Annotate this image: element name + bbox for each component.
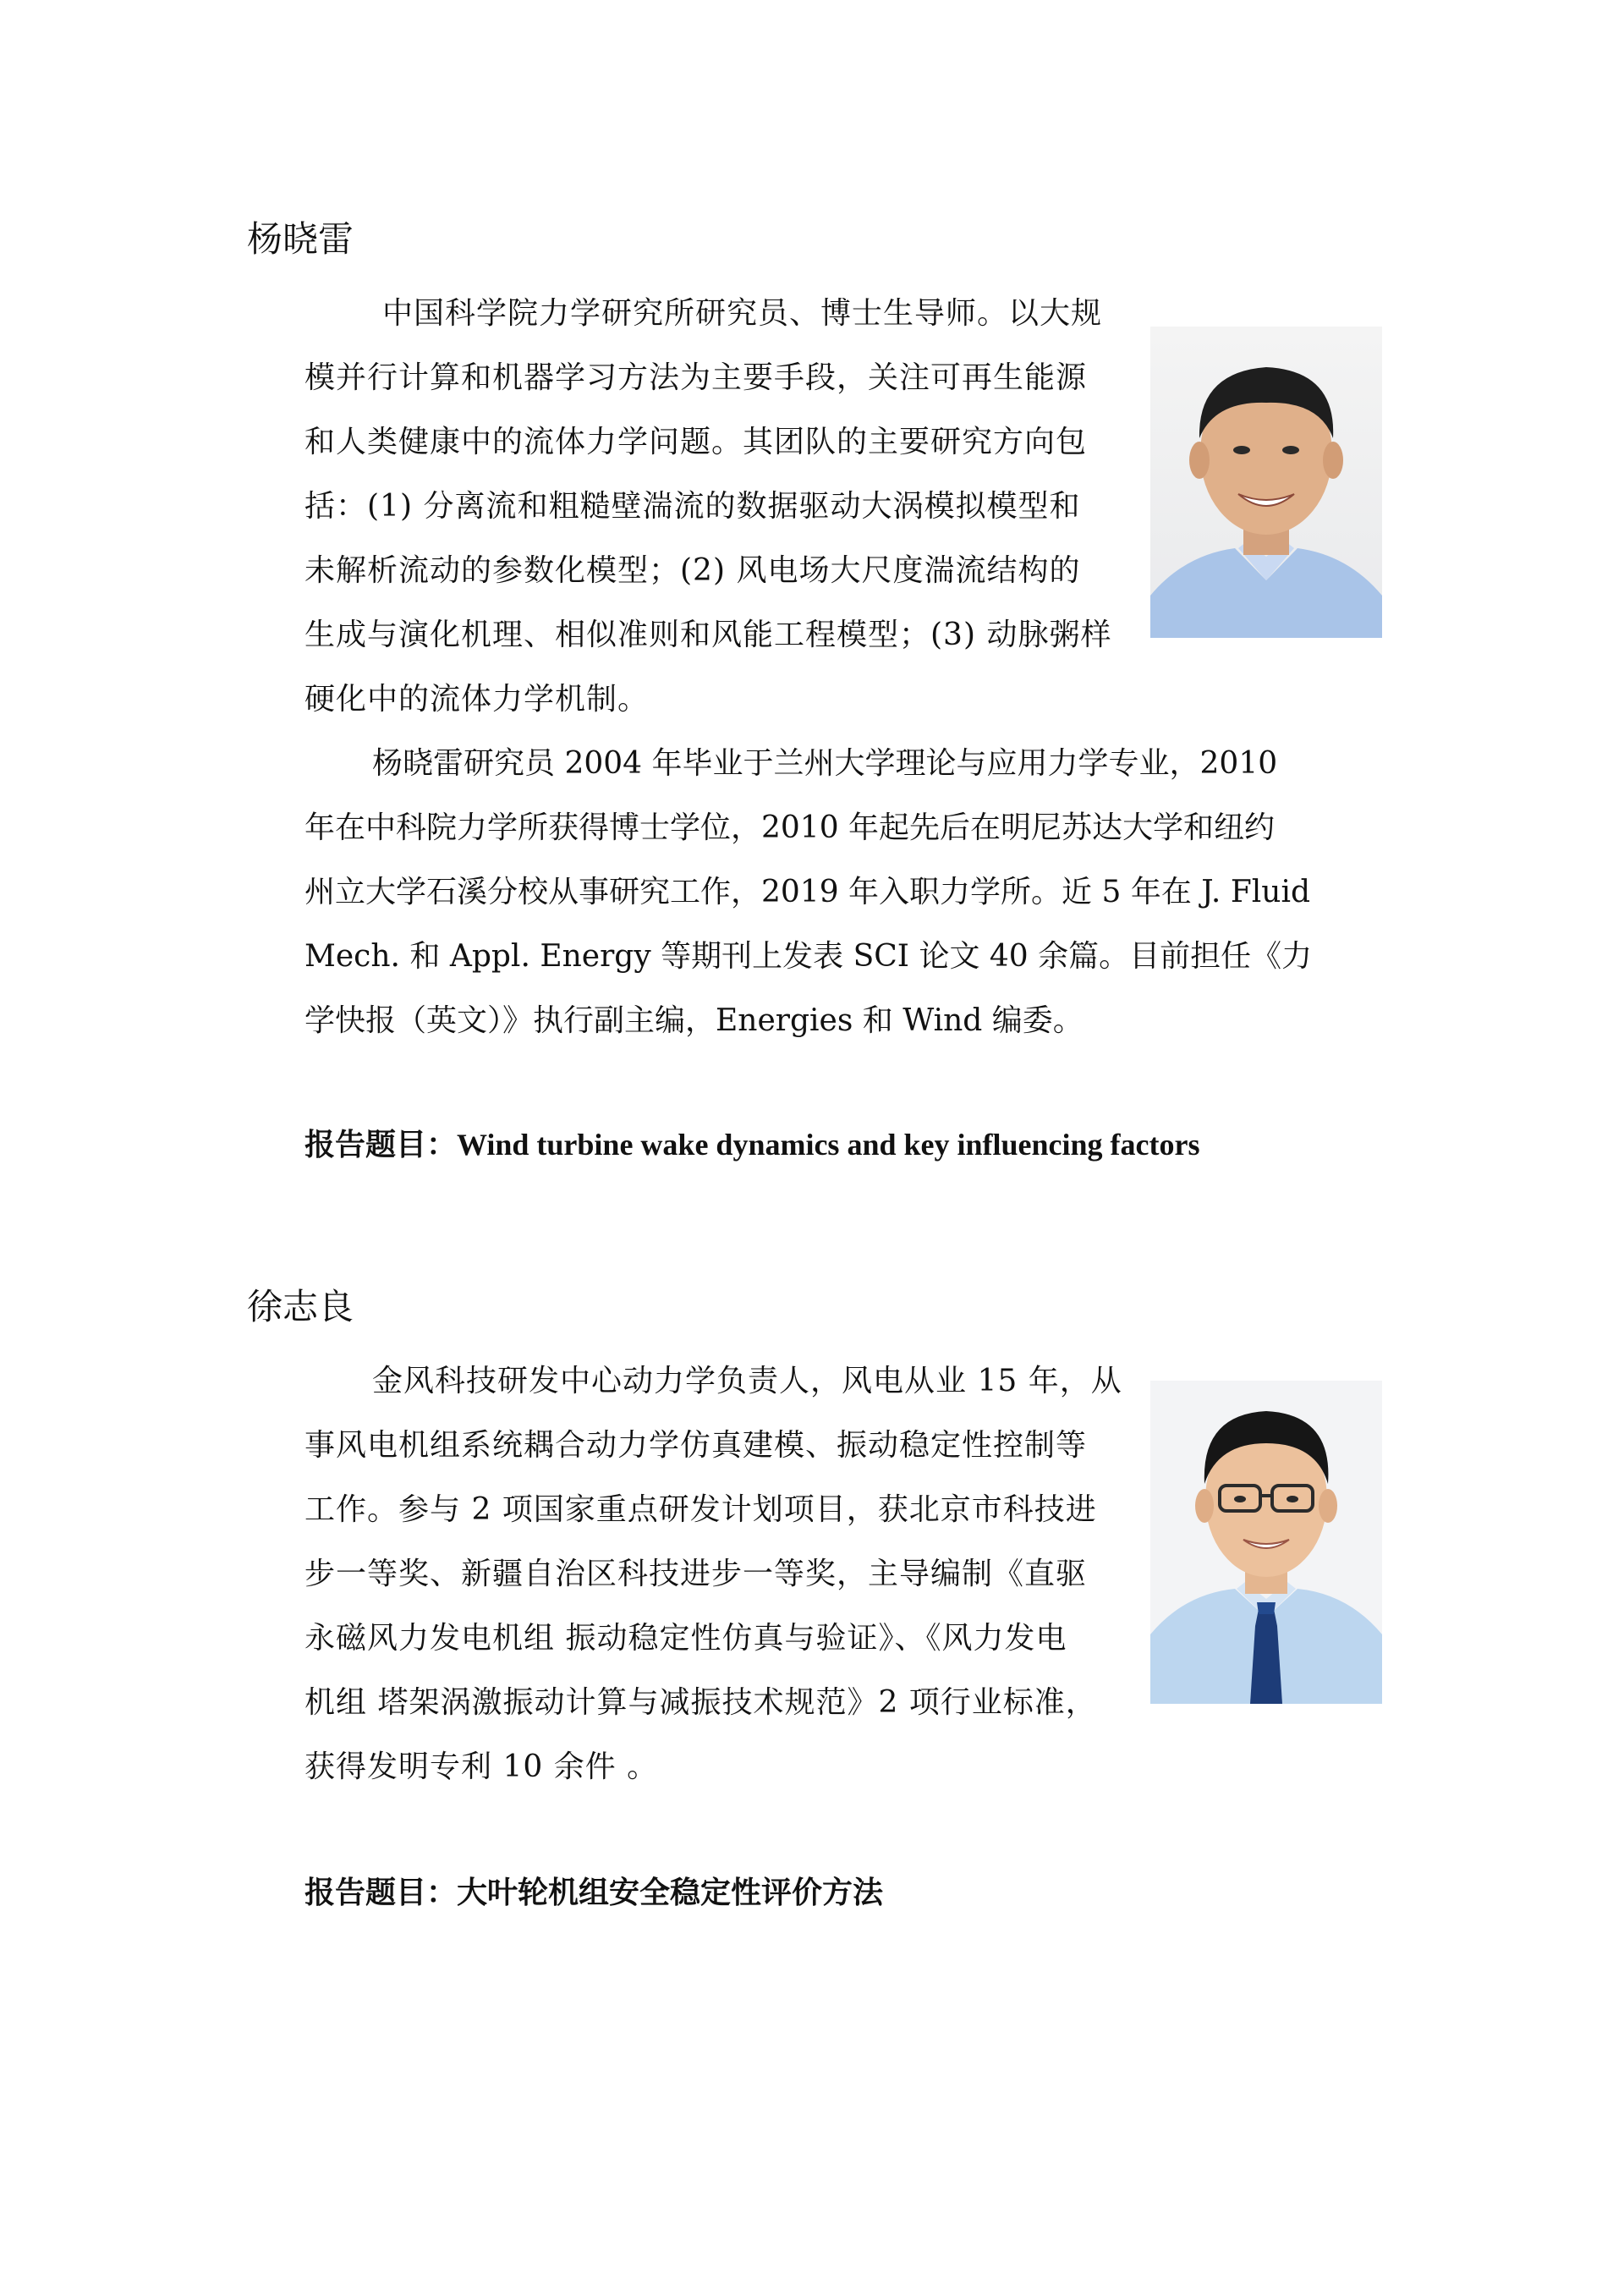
bio-line: 未解析流动的参数化模型；(2) 风电场大尺度湍流结构的 [304, 553, 1081, 588]
bio-line: 永磁风力发电机组 振动稳定性仿真与验证》、《风力发电 [304, 1621, 1067, 1656]
speaker-name: 徐志良 [247, 1286, 354, 1327]
report-topic-label: 报告题目： [304, 1127, 458, 1162]
report-topic [304, 1125, 1199, 1164]
bio-line: 和人类健康中的流体力学问题。其团队的主要研究方向包 [304, 425, 1088, 459]
bio-line: 中国科学院力学研究所研究员、博士生导师。以大规 [382, 296, 1103, 331]
bio-line: 括：(1) 分离流和粗糙壁湍流的数据驱动大涡模拟模型和 [304, 489, 1081, 524]
report-topic-title: 大叶轮机组安全稳定性评价方法 [457, 1875, 884, 1910]
speaker-name: 杨晓雷 [247, 218, 354, 260]
bio-line: 金风科技研发中心动力学负责人，风电从业 15 年，从 [372, 1364, 1122, 1398]
bio-line: Mech. 和 Appl. Energy 等期刊上发表 SCI 论文 40 余篇。目前担任《力 [304, 939, 1313, 974]
bio-line: 事风电机组系统耦合动力学仿真建模、振动稳定性控制等 [304, 1428, 1088, 1463]
bio-line: 工作。参与 2 项国家重点研发计划项目，获北京市科技进 [304, 1492, 1097, 1527]
bio-line: 模并行计算和机器学习方法为主要手段，关注可再生能源 [304, 360, 1088, 395]
bio-line: 年在中科院力学所获得博士学位，2010 年起先后在明尼苏达大学和纽约 [304, 810, 1276, 845]
bio-line: 杨晓雷研究员 2004 年毕业于兰州大学理论与应用力学专业，2010 [372, 746, 1278, 781]
report-topic [304, 1873, 883, 1912]
speaker-portrait [1150, 1381, 1382, 1704]
speaker-portrait [1150, 327, 1382, 638]
bio-line: 步一等奖、新疆自治区科技进步一等奖，主导编制《直驱 [304, 1557, 1088, 1591]
bio-line: 州立大学石溪分校从事研究工作，2019 年入职力学所。近 5 年在 J. Fluid [304, 875, 1311, 909]
bio-line: 机组 塔架涡激振动计算与减振技术规范》2 项行业标准， [304, 1685, 1097, 1720]
report-topic-title: Wind turbine wake dynamics and key influencing factors [457, 1128, 1200, 1162]
report-topic-label: 报告题目： [304, 1875, 458, 1910]
bio-line: 获得发明专利 10 余件 。 [304, 1749, 659, 1784]
bio-line: 生成与演化机理、相似准则和风能工程模型；(3) 动脉粥样 [304, 618, 1112, 652]
bio-line: 学快报（英文）》执行副主编，Energies 和 Wind 编委。 [304, 1003, 1084, 1038]
bio-line: 硬化中的流体力学机制。 [304, 682, 650, 717]
